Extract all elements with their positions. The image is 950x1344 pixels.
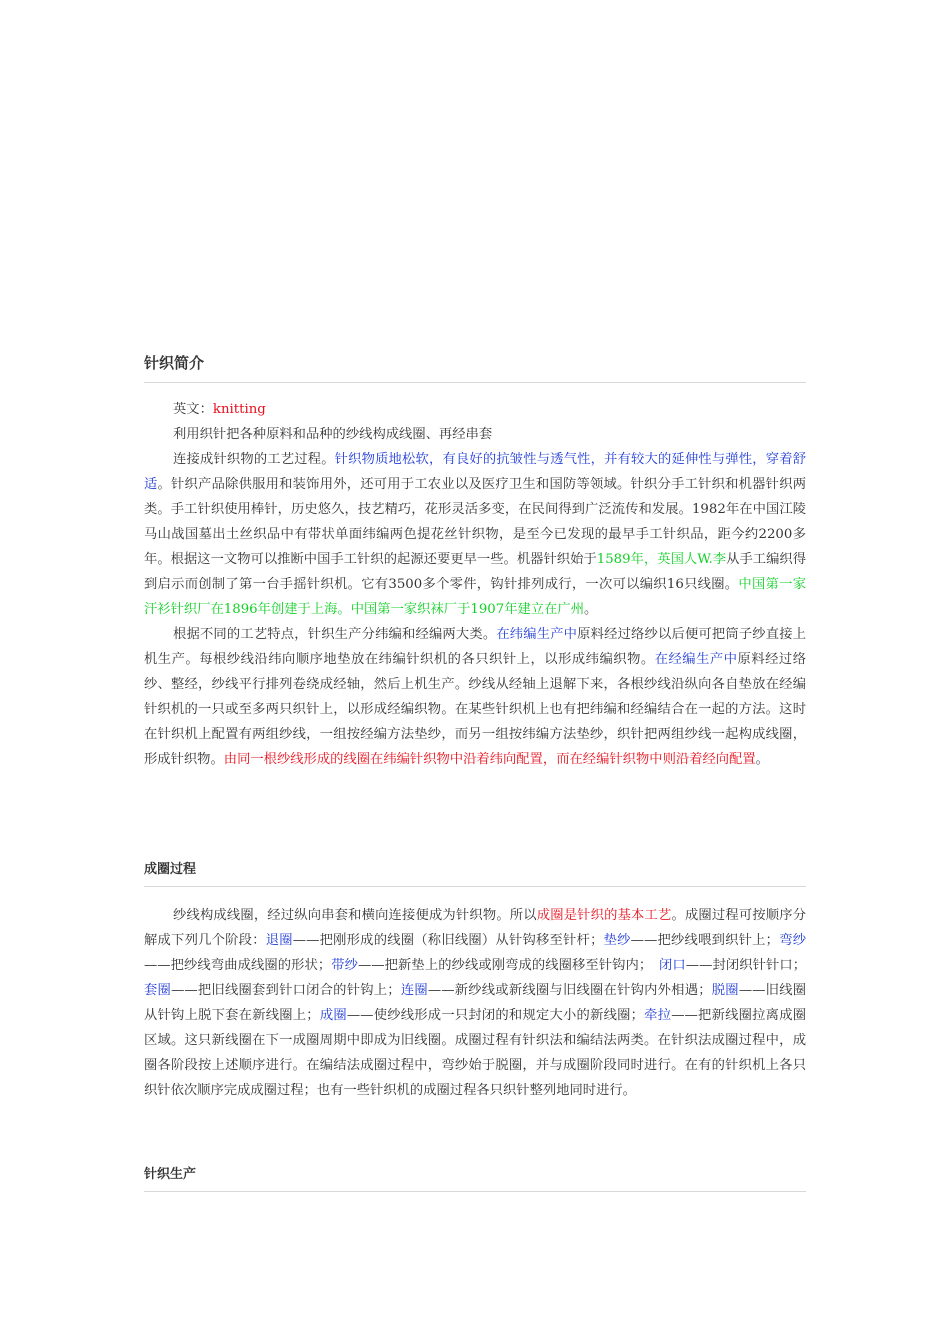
text-run: 成圈 (319, 1008, 347, 1023)
text-run: 牵拉 (643, 1008, 672, 1023)
text-run: 从手工编织得到启示而创制了第一台手摇针织机。它有3500多个零件，钩针排列成行，一次可以编织16只线圈。 (144, 552, 807, 592)
english-value: knitting (212, 402, 266, 417)
english-name-line (144, 397, 806, 422)
section-title-intro: 针织简介 (144, 352, 806, 383)
text-run: 。 (755, 752, 769, 767)
loop-forming-paragraph (144, 903, 806, 1103)
text-run: 闭口 (659, 958, 686, 973)
text-run: 垫纱 (603, 933, 631, 948)
text-run: 套圈 (144, 983, 172, 998)
text-run: 在纬编生产中 (496, 627, 578, 642)
text-run: ——新纱线或新线圈与旧线圈在针钩内外相遇； (427, 983, 712, 998)
english-label: 英文： (173, 402, 213, 417)
text-run: 针织物质地松软，有良好的抗皱性与透气性，并有较大的延伸性与弹性，穿着舒适 (144, 452, 807, 492)
text-run: 脱圈 (711, 983, 739, 998)
intro-paragraph-1 (144, 447, 806, 622)
text-run: 退圈 (265, 933, 293, 948)
intro-line: 利用织针把各种原料和品种的纱线构成线圈、再经串套 (173, 427, 493, 442)
text-run: 。成圈过程可按顺序分解成下列几个阶段： (144, 908, 807, 948)
text-run: 纱线构成线圈，经过纵向串套和横向连接便成为针织物。所以 (173, 908, 537, 923)
text-run: 中国第一家汗衫针织厂在1896年创建于上海。中国第一家织袜厂于1907年建立在广州 (144, 577, 806, 617)
text-run: 连接成针织物的工艺过程。 (173, 452, 335, 467)
text-run: 由同一根纱线形成的线圈在纬编针织物中沿着纬向配置，而在经编针织物中则沿着经向配置 (223, 752, 756, 767)
text-run: 弯纱 (778, 933, 807, 948)
text-run: ——把旧线圈套到针口闭合的针钩上； (171, 983, 401, 998)
section-loop-forming (144, 858, 806, 1103)
text-run: 。 (584, 602, 598, 617)
section-title-loop-forming: 成圈过程 (144, 858, 806, 887)
text-run: 带纱 (331, 958, 358, 973)
text-run: 在经编生产中 (654, 652, 738, 667)
section-production (144, 1163, 806, 1192)
section-intro (144, 352, 806, 772)
intro-paragraph-2 (144, 622, 806, 772)
text-run: 。针织产品除供服用和装饰用外，还可用于工农业以及医疗卫生和国防等领域。针织分手工针织和机器针织两类。手工针织使用棒针，历史悠久，技艺精巧，花形灵活多变，在民间得到广泛流传和发展。1982年在中国江陵马山战国墓出土丝织品中有带状单面纬编两色提花丝针织物，是至今已发现的最早手工针织品，距今约2200多年。根据这一文物可以推断中国手工针织的起源还要更早一些。机器针织始于 (144, 477, 806, 567)
text-run: ——旧线圈从针钩上脱下套在新线圈上； (144, 983, 807, 1023)
text-run: 原料经过络纱、整经，纱线平行排列卷绕成经轴，然后上机生产。纱线从经轴上退解下来，各根纱线沿纵向各自垫放在经编针织机的一只或至多两只织针上，以形成经编织物。在某些针织机上也有把纬编和经编结合在一起的方法。这时在针织机上配置有两组纱线，一组按经编方法垫纱，而另一组按纬编方法垫纱，织针把两组纱线一起构成线圈，形成针织物。 (144, 652, 807, 767)
text-run: ——把纱线弯曲成线圈的形状； (144, 958, 332, 973)
section-title-production: 针织生产 (144, 1163, 806, 1192)
text-run: 连圈 (400, 983, 428, 998)
text-run: ——把纱线喂到织针上； (630, 933, 779, 948)
text-run: 成圈是针织的基本工艺 (536, 908, 672, 923)
text-run: ——使纱线形成一只封闭的和规定大小的新线圈； (346, 1008, 644, 1023)
text-run: ——把刚形成的线圈（称旧线圈）从针钩移至针杆； (292, 933, 604, 948)
text-run: 原料经过络纱以后便可把筒子纱直接上机生产。每根纱线沿纬向顺序地垫放在纬编针织机的各只织针上，以形成纬编织物。 (144, 627, 807, 667)
text-run: ——把新线圈拉离成圈区域。这只新线圈在下一成圈周期中即成为旧线圈。成圈过程有针织法和编结法两类。在针织法成圈过程中，成圈各阶段按上述顺序进行。在编结法成圈过程中，弯纱始于脱圈，并与成圈阶段同时进行。在有的针织机上各只织针依次顺序完成成圈过程；也有一些针织机的成圈过程各只织针整列地同时进行。 (144, 1008, 807, 1098)
text-run: 根据不同的工艺特点，针织生产分纬编和经编两大类。 (173, 627, 497, 642)
text-run: ——把新垫上的纱线或刚弯成的线圈移至针钩内； (358, 958, 659, 973)
text-run: 1589年，英国人W.李 (596, 552, 727, 567)
text-run: ——封闭织针针口； (685, 958, 807, 973)
